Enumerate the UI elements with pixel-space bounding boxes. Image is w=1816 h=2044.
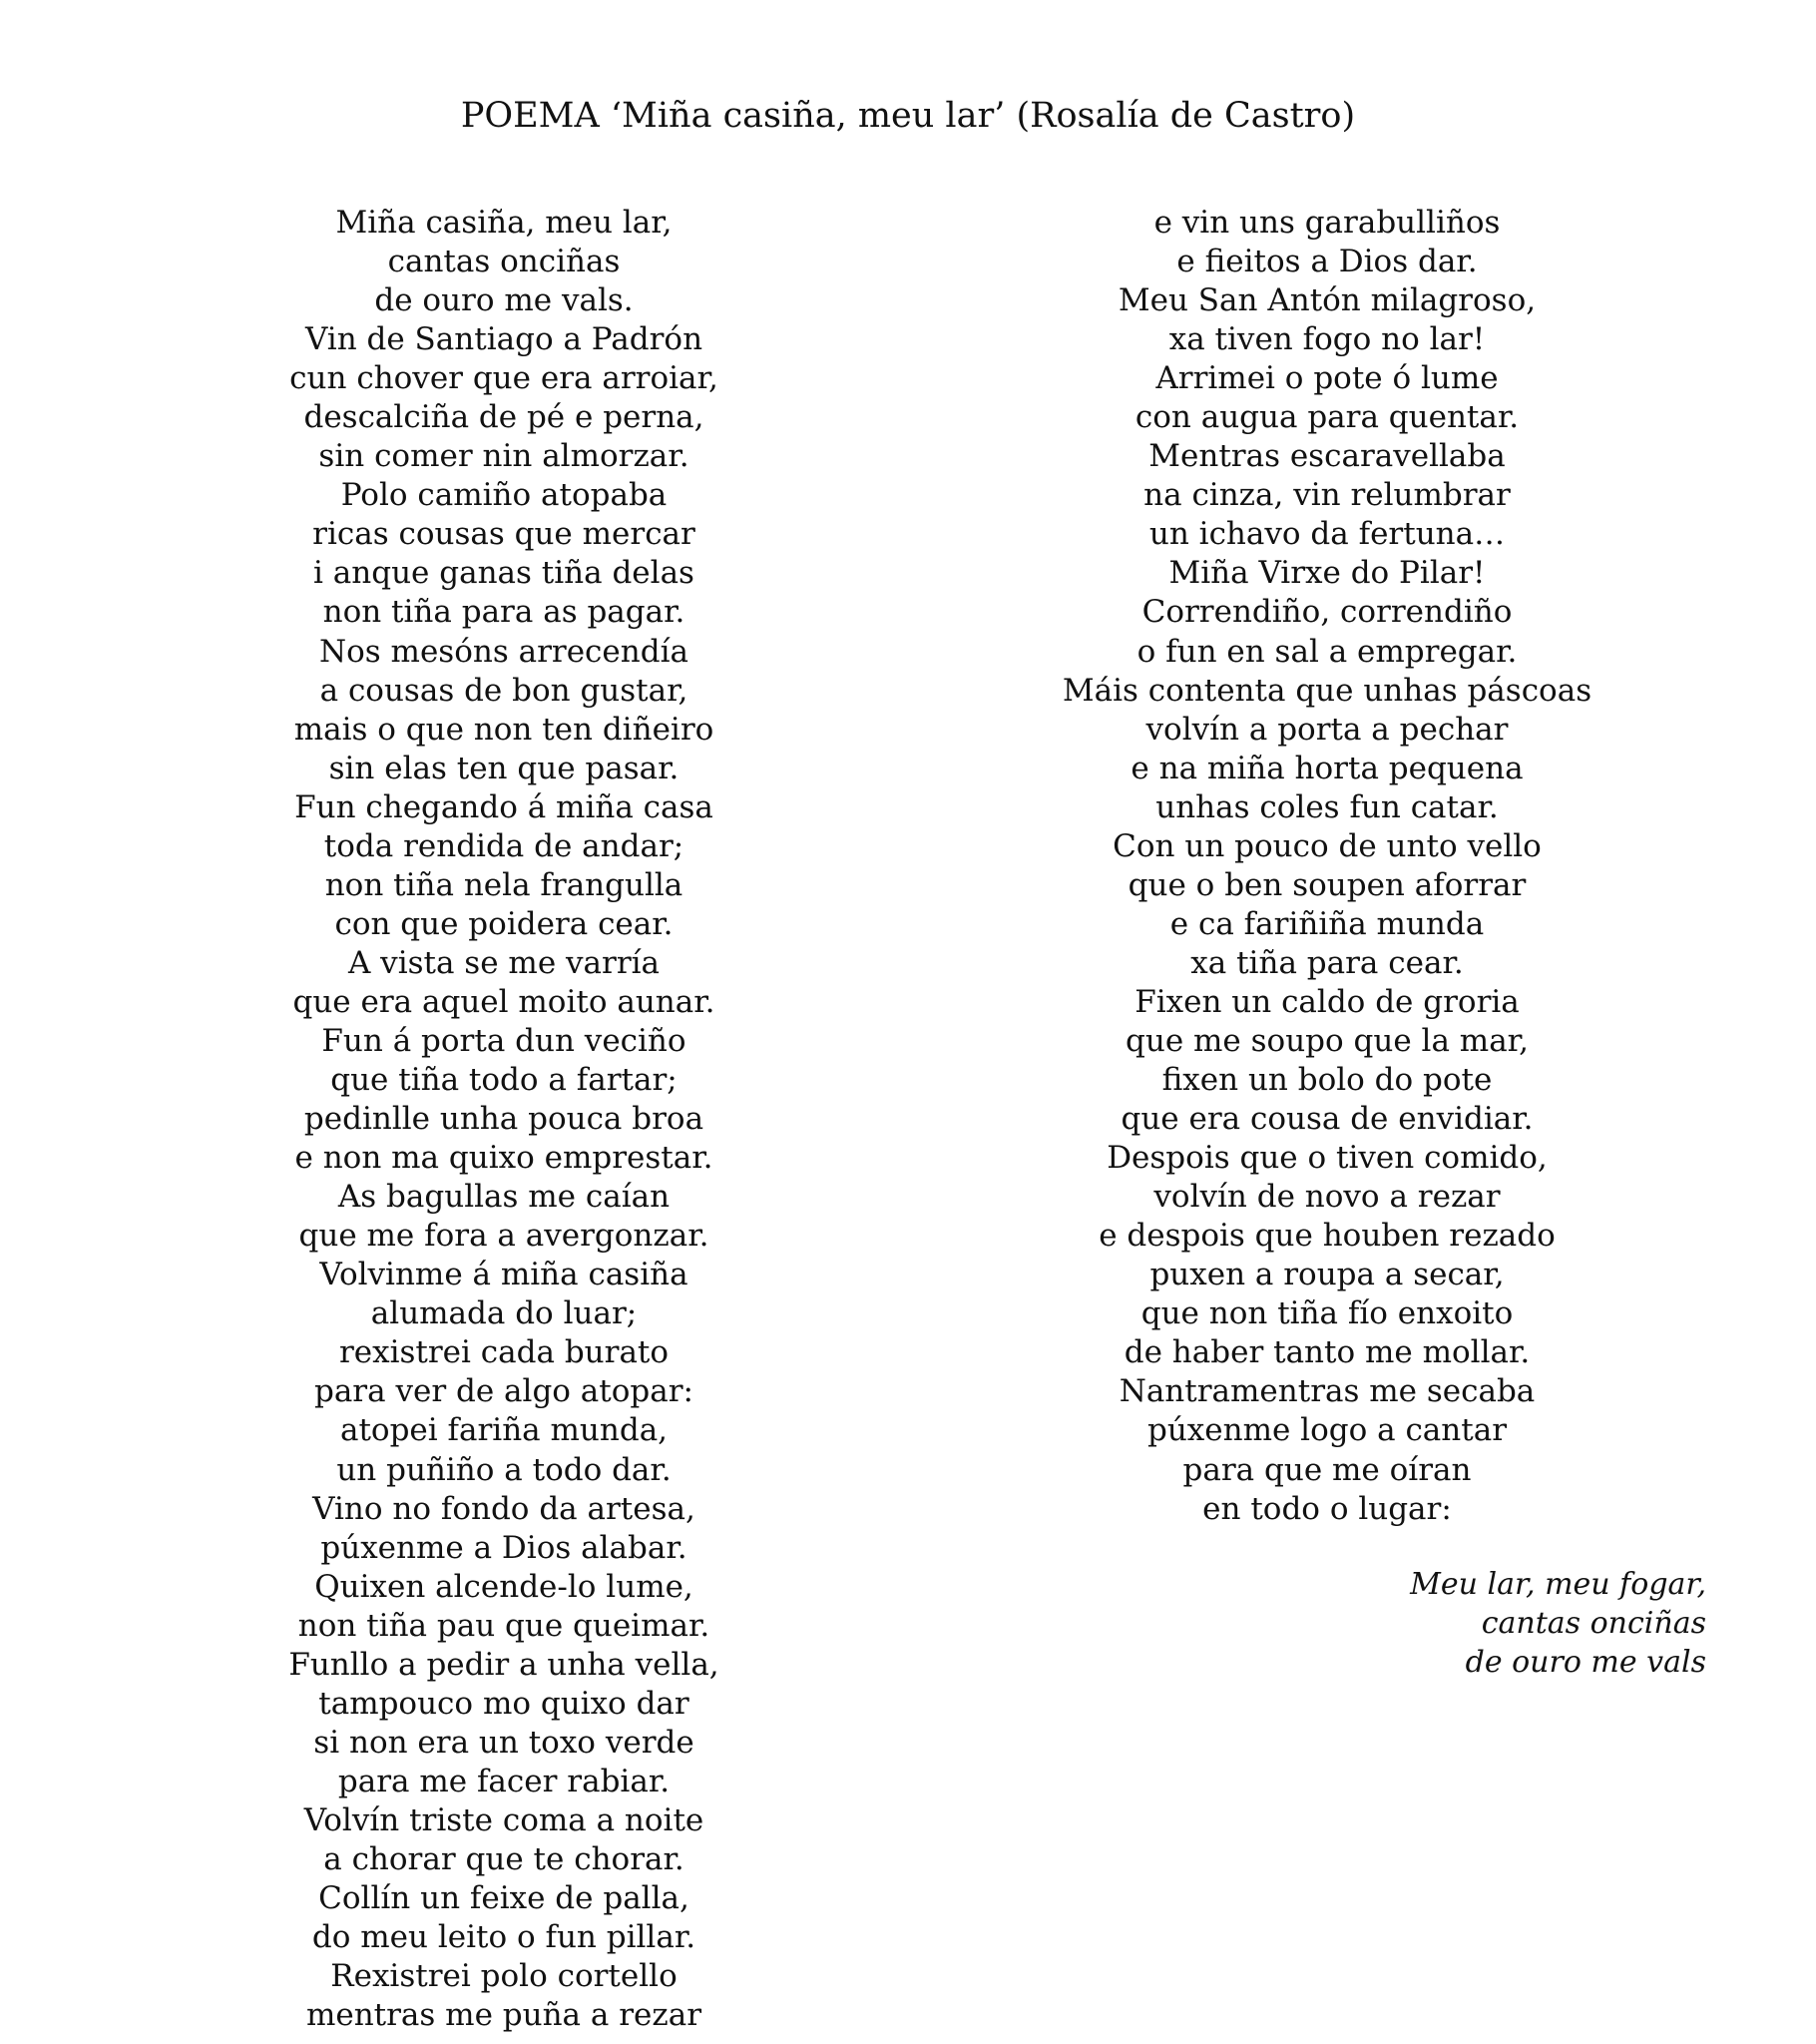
poem-line: o fun en sal a empregar. [1136, 633, 1518, 670]
poem-line: volvín a porta a pechar [1145, 711, 1509, 748]
poem-line: ricas cousas que mercar [312, 516, 695, 553]
poem-left-column [254, 204, 753, 2035]
poem-line: unhas coles fun catar. [1155, 788, 1499, 825]
poem-right-column [1058, 204, 1596, 1529]
poem-line: Volvinme á miña casiña [319, 1257, 688, 1293]
poem-line: xa tiven fogo no lar! [1168, 321, 1486, 358]
poem-line: Con un pouco de unto vello [1113, 827, 1542, 864]
poem-line: non tiña pau que queimar. [297, 1607, 710, 1644]
poem-line: Quixen alcende-lo lume, [314, 1568, 693, 1605]
poem-line: Fun chegando á miña casa [294, 788, 713, 825]
poem-line: e fieitos a Dios dar. [1176, 244, 1478, 280]
poem-line: Máis contenta que unhas páscoas [1062, 672, 1592, 709]
poem-line: púxenme a Dios alabar. [320, 1529, 687, 1566]
poem-line: Meu San Antón milagroso, [1118, 282, 1537, 319]
poem-line: que era cousa de envidiar. [1121, 1101, 1534, 1138]
poem-line: rexistrei cada burato [338, 1334, 670, 1371]
poem-line: do meu leito o fun pillar. [311, 1919, 696, 1956]
poem-line: Mentras escaravellaba [1148, 438, 1506, 475]
poem-line: alumada do luar; [370, 1295, 638, 1332]
poem-line: i anque ganas tiña delas [313, 555, 694, 592]
poem-line: A vista se me varría [347, 944, 661, 981]
poem-line: de ouro me vals [1465, 1645, 1706, 1680]
poem-line: Arrimei o pote ó lume [1155, 360, 1499, 397]
poem-line: que me soupo que la mar, [1126, 1022, 1529, 1059]
poem-line: fixen un bolo do pote [1161, 1062, 1493, 1099]
poem-line: volvín de novo a rezar [1153, 1179, 1501, 1216]
poem-line: de ouro me vals. [374, 282, 634, 319]
poem-line: Despois que o tiven comido, [1107, 1140, 1548, 1177]
poem-line: en todo o lugar: [1202, 1490, 1452, 1527]
poem-line: toda rendida de andar; [323, 827, 684, 864]
poem-line: e despois que houben rezado [1099, 1218, 1556, 1255]
poem-line: cantas onciñas [1481, 1606, 1706, 1641]
poem-line: Polo camiño atopaba [340, 477, 668, 514]
poem-line: Correndiño, correndiño [1141, 594, 1513, 631]
poem-line: Vin de Santiago a Padrón [304, 321, 703, 358]
poem-line: Nos mesóns arrecendía [319, 633, 688, 670]
poem-line: pedinlle unha pouca broa [303, 1101, 704, 1138]
poem-line: con que poidera cear. [334, 905, 674, 942]
poem-line: para me facer rabiar. [337, 1763, 671, 1799]
page-title: POEMA ‘Miña casiña, meu lar’ (Rosalía de Castro) [460, 96, 1356, 136]
poem-line: descalciña de pé e perna, [303, 399, 704, 436]
poem-line: mentras me puña a rezar [305, 1997, 702, 2034]
poem-line: cun chover que era arroiar, [289, 360, 718, 397]
poem-line: de haber tanto me mollar. [1124, 1334, 1531, 1371]
poem-line: Funllo a pedir a unha vella, [288, 1646, 719, 1683]
poem-line: Vino no fondo da artesa, [312, 1490, 695, 1527]
poem-line: e vin uns garabulliños [1153, 205, 1501, 241]
poem-line: Fun á porta dun veciño [321, 1022, 686, 1059]
poem-refrain [1287, 1565, 1706, 1682]
poem-line: un puñiño a todo dar. [336, 1451, 672, 1488]
poem-line: non tiña para as pagar. [322, 594, 685, 631]
poem-line: Miña casiña, meu lar, [335, 205, 673, 241]
poem-line: para ver de algo atopar: [313, 1373, 693, 1410]
poem-line: Fixen un caldo de groria [1135, 983, 1520, 1020]
poem-line: Meu lar, meu fogar, [1410, 1567, 1706, 1602]
poem-line: mais o que non ten diñeiro [293, 711, 714, 748]
poem-line: púxenme logo a cantar [1146, 1412, 1508, 1449]
poem-line: sin elas ten que pasar. [328, 750, 680, 786]
poem-line: na cinza, vin relumbrar [1143, 477, 1511, 514]
poem-line: con augua para quentar. [1135, 399, 1520, 436]
poem-line: Volvín triste coma a noite [303, 1801, 704, 1838]
poem-line: atopei fariña munda, [339, 1412, 669, 1449]
poem-line: sin comer nin almorzar. [318, 438, 689, 475]
poem-line: puxen a roupa a secar, [1149, 1257, 1505, 1293]
poem-line: a cousas de bon gustar, [319, 672, 688, 709]
poem-line: que era aquel moito aunar. [292, 983, 715, 1020]
poem-line: non tiña nela frangulla [324, 866, 683, 903]
poem-line: que o ben soupen aforrar [1128, 866, 1527, 903]
poem-line: xa tiña para cear. [1190, 944, 1464, 981]
poem-line: Rexistrei polo cortello [330, 1958, 678, 1995]
poem-line: que non tiña fío enxoito [1140, 1295, 1514, 1332]
poem-line: e na miña horta pequena [1131, 750, 1524, 786]
poem-line: a chorar que te chorar. [323, 1840, 684, 1877]
poem-line: e ca fariñiña munda [1169, 905, 1485, 942]
poem-line: As bagullas me caían [337, 1179, 671, 1216]
poem-line: tampouco mo quixo dar [318, 1685, 689, 1722]
poem-line: que tiña todo a fartar; [330, 1062, 678, 1099]
poem-line: para que me oíran [1182, 1451, 1472, 1488]
poem-line: si non era un toxo verde [313, 1724, 694, 1761]
poem-line: que me fora a avergonzar. [298, 1218, 709, 1255]
poem-line: e non ma quixo emprestar. [294, 1140, 713, 1177]
poem-line: cantas onciñas [387, 244, 621, 280]
poem-line: Nantramentras me secaba [1119, 1373, 1536, 1410]
poem-line: un ichavo da fertuna… [1148, 516, 1506, 553]
poem-line: Miña Virxe do Pilar! [1168, 555, 1486, 592]
poem-line: Collín un feixe de palla, [318, 1880, 689, 1917]
